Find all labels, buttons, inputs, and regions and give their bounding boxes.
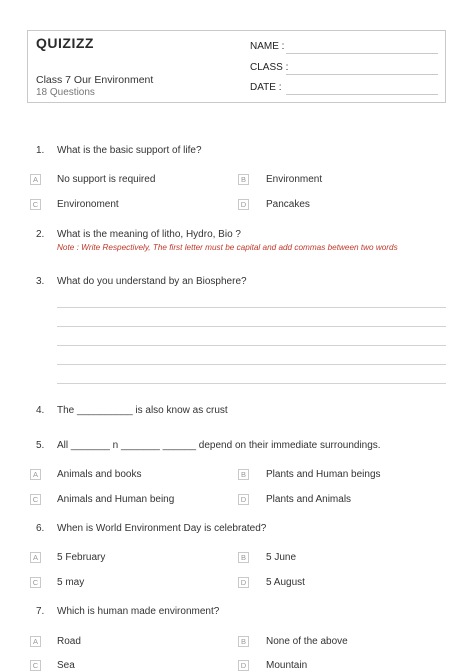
option-letter: D (238, 199, 249, 210)
class-field[interactable] (286, 74, 438, 75)
option-letter: D (238, 577, 249, 588)
option-letter: B (238, 552, 249, 563)
option-letter: B (238, 636, 249, 647)
option-text: Sea (57, 660, 75, 671)
option-text: Mountain (266, 660, 308, 671)
class-label: CLASS : (250, 62, 289, 73)
option-letter: C (30, 577, 41, 588)
option-text: Animals and Human being (57, 494, 175, 505)
option-letter: D (238, 660, 249, 671)
option-text: Environment (266, 174, 323, 185)
option-text: Environoment (57, 199, 119, 210)
worksheet-title: Class 7 Our Environment (36, 74, 154, 86)
question-number: 7. (36, 606, 45, 617)
answer-line[interactable] (57, 383, 446, 384)
name-label: NAME : (250, 41, 285, 52)
answer-line[interactable] (57, 345, 446, 346)
option-text: Plants and Animals (266, 494, 352, 505)
question-text: Which is human made environment? (57, 606, 220, 617)
option-text: 5 may (57, 577, 85, 588)
question-number: 6. (36, 523, 45, 534)
question-number: 2. (36, 229, 45, 240)
question-count: 18 Questions (36, 87, 95, 98)
option-letter: A (30, 552, 41, 563)
option-text: Plants and Human beings (266, 469, 381, 480)
date-label: DATE : (250, 82, 282, 93)
option-letter: C (30, 660, 41, 671)
answer-line[interactable] (57, 326, 446, 327)
option-text: None of the above (266, 636, 348, 647)
option-text: Animals and books (57, 469, 142, 480)
name-field[interactable] (286, 53, 438, 54)
question-text: All _______ n _______ ______ depend on their immediate surroundings. (57, 440, 381, 451)
option-text: Road (57, 636, 81, 647)
option-letter: D (238, 494, 249, 505)
answer-line[interactable] (57, 307, 446, 308)
question-note: Note : Write Respectively, The first letter must be capital and add commas between two words (57, 243, 398, 252)
option-letter: A (30, 636, 41, 647)
question-text: What do you understand by an Biosphere? (57, 276, 247, 287)
question-text: When is World Environment Day is celebrated? (57, 523, 267, 534)
option-text: 5 February (57, 552, 106, 563)
question-number: 5. (36, 440, 45, 451)
option-letter: A (30, 469, 41, 480)
option-letter: B (238, 469, 249, 480)
question-number: 3. (36, 276, 45, 287)
question-text: What is the meaning of litho, Hydro, Bio ? (57, 229, 241, 240)
option-text: No support is required (57, 174, 156, 185)
option-text: 5 June (266, 552, 297, 563)
question-text: The __________ is also know as crust (57, 405, 228, 416)
quizizz-logo: QUIZIZZ (36, 35, 94, 51)
option-text: 5 August (266, 577, 305, 588)
question-number: 1. (36, 145, 45, 156)
question-number: 4. (36, 405, 45, 416)
date-field[interactable] (286, 94, 438, 95)
option-letter: B (238, 174, 249, 185)
option-letter: C (30, 199, 41, 210)
option-text: Pancakes (266, 199, 310, 210)
option-letter: A (30, 174, 41, 185)
question-text: What is the basic support of life? (57, 145, 202, 156)
option-letter: C (30, 494, 41, 505)
answer-line[interactable] (57, 364, 446, 365)
